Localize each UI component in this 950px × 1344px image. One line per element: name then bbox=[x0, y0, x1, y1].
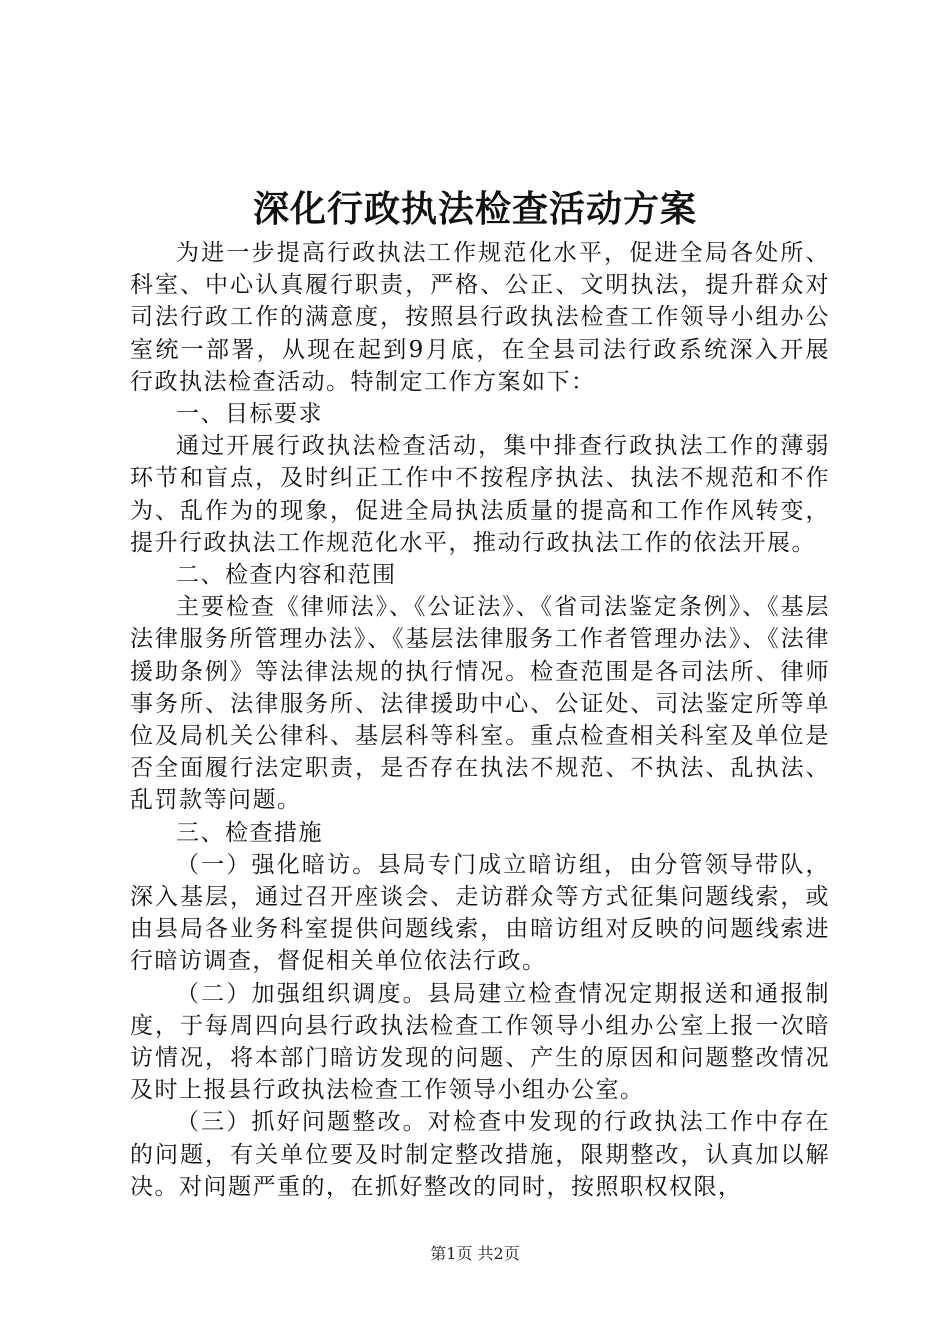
scope-paragraph: 主要检查《律师法》、《公证法》、《省司法鉴定条例》、《基层法律服务所管理办法》、《基层法律服务工作者管理办法》、《法律援助条例》等法律法规的执行情况。检查范围是各司法所、律师事务所、法律服务所、法律援助中心、公证处、司法鉴定所等单位及局机关公律科、基层科等科室。重点检查相关科室及单位是否全面履行法定职责，是否存在执法不规范、不执法、乱执法、乱罚款等问题。 bbox=[130, 594, 830, 814]
section-heading-scope: 二、检查内容和范围 bbox=[176, 562, 397, 589]
measure-1-paragraph: （一）强化暗访。县局专门成立暗访组，由分管领导带队，深入基层，通过召开座谈会、走访群众等方式征集问题线索，或由县局各业务科室提供问题线索，由暗访组对反映的问题线索进行暗访调查，督促相关单位依法行政。 bbox=[130, 851, 830, 975]
measure-3-paragraph: （三）抓好问题整改。对检查中发现的行政执法工作中存在的问题，有关单位要及时制定整改措施，限期整改，认真加以解决。对问题严重的，在抓好整改的同时，按照职权权限， bbox=[130, 1109, 830, 1200]
document-title: 深化行政执法检查活动方案 bbox=[252, 188, 697, 230]
page-footer: 第1页 共2页 bbox=[430, 1244, 520, 1263]
measure-2-paragraph: （二）加强组织调度。县局建立检查情况定期报送和通报制度，于每周四向县行政执法检查工作领导小组办公室上报一次暗访情况，将本部门暗访发现的问题、产生的原因和问题整改情况及时上报县行政执法检查工作领导小组办公室。 bbox=[130, 980, 830, 1104]
document-body bbox=[130, 237, 830, 1203]
intro-paragraph: 为进一步提高行政执法工作规范化水平，促进全局各处所、科室、中心认真履行职责，严格、公正、文明执法，提升群众对司法行政工作的满意度，按照县行政执法检查工作领导小组办公室统一部署，从现在起到9月底，在全县司法行政系统深入开展行政执法检查活动。特制定工作方案如下： bbox=[130, 240, 830, 395]
section-heading-goals: 一、目标要求 bbox=[176, 401, 323, 428]
section-heading-measures: 三、检查措施 bbox=[176, 819, 323, 846]
goals-paragraph: 通过开展行政执法检查活动，集中排查行政执法工作的薄弱环节和盲点，及时纠正工作中不按程序执法、执法不规范和不作为、乱作为的现象，促进全局执法质量的提高和工作作风转变，提升行政执法工作规范化水平，推动行政执法工作的依法开展。 bbox=[130, 433, 830, 556]
